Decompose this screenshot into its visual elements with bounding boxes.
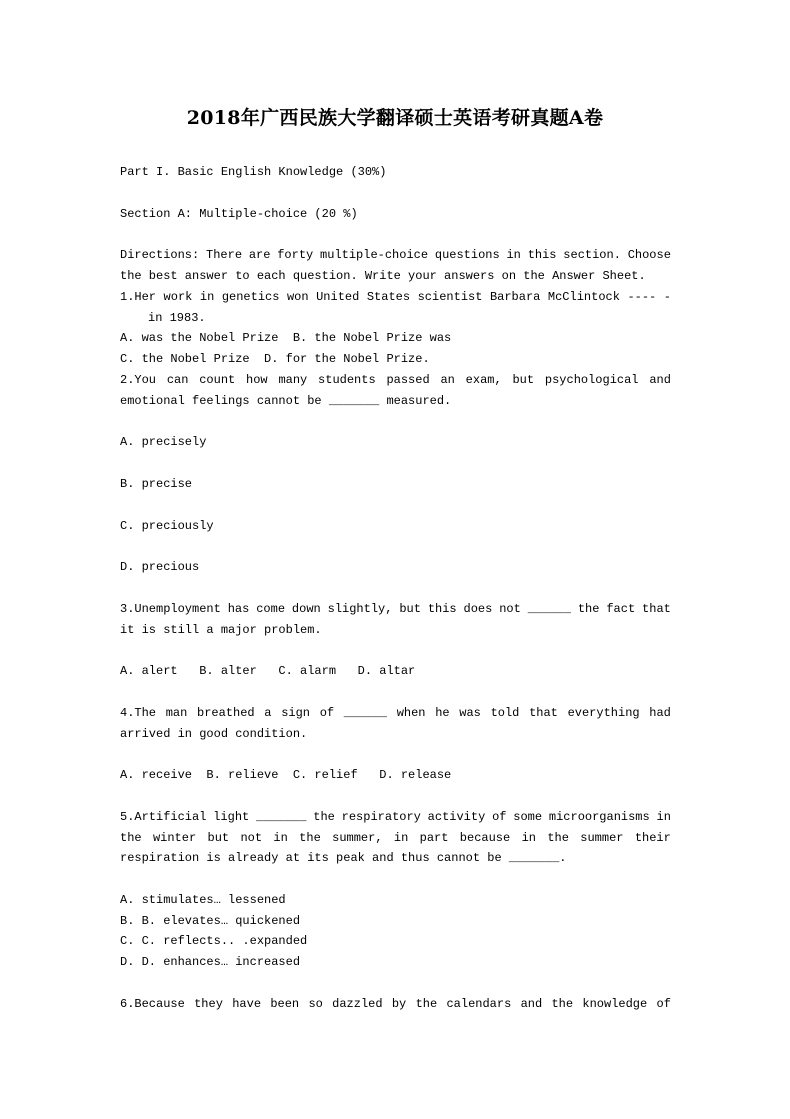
word: Directions:: [120, 248, 200, 263]
word: in: [199, 289, 215, 304]
word: because: [459, 830, 511, 845]
word: but: [207, 830, 230, 845]
word: the: [547, 830, 569, 845]
word: knowledge: [582, 996, 648, 1011]
word: by: [391, 996, 407, 1011]
word: 1.Her: [120, 289, 157, 304]
word: count: [199, 372, 236, 387]
word: respiratory: [341, 809, 421, 824]
word: scientist: [417, 289, 483, 304]
word: 6.Because: [120, 996, 185, 1011]
word: dazzled: [332, 996, 383, 1011]
word: does: [463, 601, 493, 616]
word: and: [520, 996, 543, 1011]
word: forty: [277, 248, 314, 263]
word: in: [656, 809, 671, 824]
word: the: [577, 601, 600, 616]
part-heading: Part I. Basic English Knowledge (30%): [120, 165, 387, 179]
word: Barbara: [489, 289, 541, 304]
word: summer,: [332, 830, 383, 845]
word: light: [213, 809, 250, 824]
word: Choose: [627, 248, 671, 263]
word: winter: [152, 830, 197, 845]
word: have: [232, 996, 262, 1011]
word: everything: [567, 705, 640, 720]
question-1-line-2: in 1983.: [148, 310, 206, 325]
question-4-line-2: arrived in good condition.: [120, 726, 308, 741]
word: ----: [627, 289, 657, 304]
question-1-options-2: C. the Nobel Prize D. for the Nobel Prize.: [120, 352, 430, 367]
word: of: [492, 809, 507, 824]
word: are: [248, 248, 271, 263]
word: psychological: [544, 372, 639, 387]
question-2-option-b: B. precise: [120, 476, 193, 491]
word: multiple-choice: [320, 248, 429, 263]
question-5-line-1: [120, 807, 671, 828]
question-1-options-1: A. was the Nobel Prize B. the Nobel Prize was: [120, 331, 452, 346]
word: ______: [343, 705, 387, 720]
word: questions: [434, 248, 500, 263]
word: this: [527, 248, 557, 263]
question-3-line-1: [120, 599, 671, 620]
word: many: [278, 372, 308, 387]
word: United: [316, 289, 360, 304]
question-5-line-3: respiration is already at its peak and thus cannot be _______.: [120, 851, 567, 866]
question-5-option-c: C. C. reflects.. .expanded: [120, 934, 308, 949]
word: _______: [256, 809, 307, 824]
word: come: [256, 601, 286, 616]
word: 2.You: [120, 372, 157, 387]
question-2-option-c: C. preciously: [120, 518, 214, 533]
word: told: [490, 705, 520, 720]
word: 4.The: [120, 705, 157, 720]
word: can: [166, 372, 189, 387]
word: how: [246, 372, 268, 387]
word: was: [459, 705, 481, 720]
word: in: [506, 248, 521, 263]
word: ______: [527, 601, 571, 616]
word: -: [663, 289, 671, 304]
question-4-line-1: [120, 703, 671, 724]
section-heading: Section A: Multiple-choice (20 %): [120, 206, 358, 221]
word: but: [399, 601, 421, 616]
word: breathed: [197, 705, 255, 720]
word: passed: [386, 372, 430, 387]
word: the: [120, 830, 142, 845]
word: when: [396, 705, 426, 720]
word: not: [240, 830, 263, 845]
word: their: [634, 830, 671, 845]
word: in: [273, 830, 288, 845]
question-5-line-2: [120, 828, 671, 849]
directions-line-1: [120, 245, 671, 266]
word: man: [165, 705, 188, 720]
word: the: [299, 830, 321, 845]
word: 3.Unemployment: [120, 601, 221, 616]
word: that: [642, 601, 671, 616]
question-5-option-b: B. B. elevates… quickened: [120, 913, 301, 928]
question-2-line-1: [120, 370, 671, 391]
word: the: [415, 996, 438, 1011]
word: part: [419, 830, 449, 845]
question-2-line-2: emotional feelings cannot be _______ measured.: [120, 393, 452, 408]
question-5-option-d: D. D. enhances… increased: [120, 955, 301, 970]
word: some: [513, 809, 543, 824]
word: they: [194, 996, 223, 1011]
question-3-line-2: it is still a major problem.: [120, 622, 322, 637]
word: this: [427, 601, 457, 616]
directions-line-2: the best answer to each question. Write your answers on the Answer Sheet.: [120, 268, 646, 283]
word: activity: [427, 809, 486, 824]
word: exam,: [465, 372, 502, 387]
word: fact: [606, 601, 636, 616]
word: in: [393, 830, 409, 845]
question-6-line-1: [120, 994, 671, 1015]
word: calendars: [446, 996, 512, 1011]
word: an: [440, 372, 455, 387]
question-4-options: A. receive B. relieve C. relief D. release: [120, 768, 452, 783]
question-3-options: A. alert B. alter C. alarm D. altar: [120, 664, 416, 679]
word: genetics: [221, 289, 280, 304]
word: work: [163, 289, 193, 304]
word: the: [551, 996, 574, 1011]
word: section.: [563, 248, 621, 263]
word: students: [318, 372, 376, 387]
word: slightly,: [327, 601, 393, 616]
word: McClintock: [547, 289, 620, 304]
word: microorganisms: [548, 809, 650, 824]
word: of: [656, 996, 671, 1011]
exam-content: [120, 162, 671, 1015]
word: had: [649, 705, 671, 720]
question-5-option-a: A. stimulates… lessened: [120, 892, 286, 907]
word: down: [291, 601, 321, 616]
question-2-option-d: D. precious: [120, 560, 200, 575]
question-2-option-a: A. precisely: [120, 435, 207, 450]
word: of: [319, 705, 335, 720]
word: and: [649, 372, 671, 387]
word: in: [521, 830, 536, 845]
word: 5.Artificial: [120, 809, 207, 824]
page-title: 2018年广西民族大学翻译硕士英语考研真题A卷: [186, 107, 604, 129]
word: summer: [580, 830, 624, 845]
word: States: [366, 289, 411, 304]
word: won: [286, 289, 309, 304]
word: the: [313, 809, 335, 824]
word: been: [270, 996, 300, 1011]
word: has: [227, 601, 250, 616]
word: a: [264, 705, 272, 720]
word: that: [529, 705, 558, 720]
word: so: [308, 996, 323, 1011]
question-1-line-1: [120, 287, 671, 308]
word: There: [206, 248, 243, 263]
word: he: [435, 705, 450, 720]
word: not: [499, 601, 521, 616]
word: but: [512, 372, 535, 387]
word: sign: [281, 705, 310, 720]
